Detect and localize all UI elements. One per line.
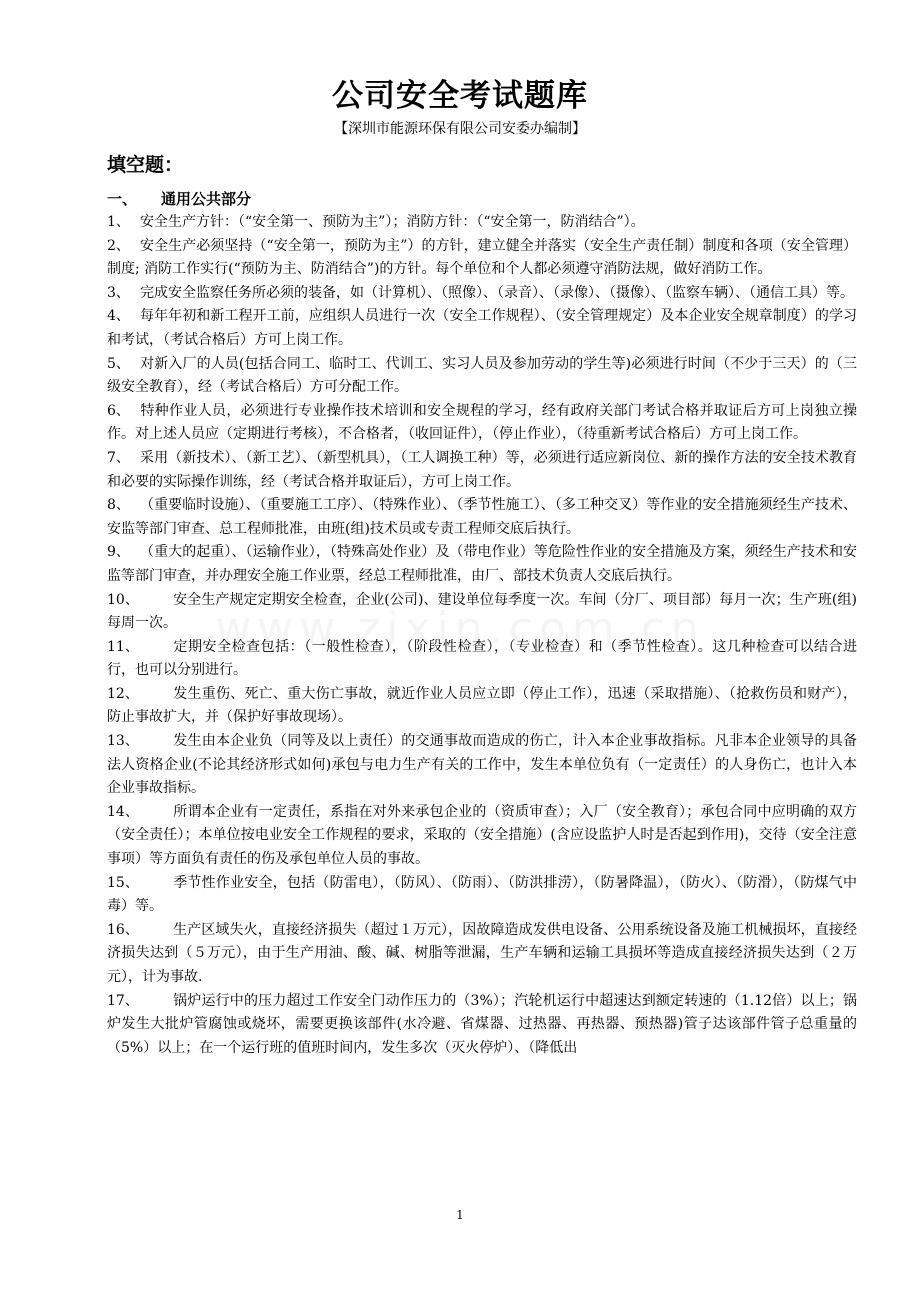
question-text: 对新入厂的人员(包括合同工、临时工、代训工、实习人员及参加劳动的学生等)必须进行时间（不少于三天）的（三级安全教育），经（考试合格后）方可分配工作。 [107, 355, 857, 396]
question-text: 发生重伤、死亡、重大伤亡事故，就近作业人员应立即（停止工作），迅速（采取措施）、（抢救伤员和财产），防止事故扩大，并（保护好事故现场）。 [107, 685, 857, 726]
question-text: 生产区域失火，直接经济损失（超过１万元），因故障造成发供电设备、公用系统设备及施工机械损坏，直接经济损失达到（５万元），由于生产用油、酸、碱、树脂等泄漏，生产车辆和运输工具损坏等造成直接经济损失达到（２万元），计为事故. [107, 921, 857, 985]
part-heading [107, 188, 251, 209]
question-item [107, 636, 857, 683]
question-number: 9、 [107, 544, 130, 561]
question-item [107, 447, 857, 494]
question-text: 完成安全监察任务所必须的装备，如（计算机）、（照像）、（录音）、（录像）、（摄像）、（监察车辆）、（通信工具）等。 [140, 284, 854, 301]
section-heading: 填空题： [107, 154, 184, 176]
question-text: 所谓本企业有一定责任，系指在对外来承包企业的（资质审查）；入厂（安全教育）；承包合同中应明确的双方（安全责任）；本单位按电业安全工作规程的要求，采取的（安全措施）(含应设监护人时是否起到作用)，交待（安全注意事项）等方面负有责任的伤及承包单位人员的事故。 [107, 803, 857, 868]
question-item [107, 305, 857, 352]
question-item [107, 235, 857, 282]
question-number: 6、 [107, 402, 130, 419]
part-label: 通用公共部分 [161, 190, 252, 208]
question-number: 15、 [107, 874, 139, 891]
question-number: 10、 [107, 591, 139, 608]
part-number: 一、 [107, 190, 138, 208]
question-item [107, 683, 857, 730]
question-item [107, 353, 857, 400]
question-number: 1、 [107, 214, 130, 230]
question-item [107, 801, 857, 872]
question-number: 14、 [107, 803, 139, 820]
question-item [107, 494, 857, 541]
question-number: 11、 [107, 638, 139, 655]
question-item [107, 541, 857, 588]
question-item [107, 282, 857, 306]
question-text: 特种作业人员，必须进行专业操作技术培训和安全规程的学习，经有政府关部门考试合格并取证后方可上岗独立操作。对上述人员应（定期进行考核），不合格者，（收回证件），（停止作业），（待重新考试合格后）方可上岗工作。 [107, 402, 857, 443]
document-subtitle: 【深圳市能源环保有限公司安委办编制】 [334, 121, 586, 137]
question-item [107, 589, 857, 636]
question-text: 锅炉运行中的压力超过工作安全门动作压力的（3%）；汽轮机运行中超速达到额定转速的（1.12倍）以上；锅炉发生大批炉管腐蚀或烧坏，需要更换该部件(水冷避、省煤器、过热器、再热器、预热器)管子达该部件管子总重量的（5%）以上；在一个运行班的值班时间内，发生多次（灭火停炉）、（降低出 [107, 992, 857, 1056]
question-item [107, 730, 857, 801]
question-list [107, 211, 857, 1060]
question-text: 季节性作业安全，包括（防雷电），（防风）、（防雨）、（防洪排涝），（防暑降温），（防火）、（防滑），（防煤气中毒）等。 [107, 874, 857, 915]
question-number: 12、 [107, 685, 139, 702]
question-item [107, 872, 857, 919]
question-text: （重大的起重）、（运输作业），（特殊高处作业）及（带电作业）等危险性作业的安全措施及方案，须经生产技术和安监等部门审查，并办理安全施工作业票，经总工程师批准，由厂、部技术负责人交底后执行。 [107, 544, 857, 584]
page-number: 1 [456, 1208, 464, 1222]
question-number: 17、 [107, 992, 139, 1009]
document-title: 公司安全考试题库 [332, 78, 588, 114]
question-item [107, 211, 857, 235]
question-text: （重要临时设施）、（重要施工工序）、（特殊作业）、（季节性施工）、（多工种交叉）等作业的安全措施须经生产技术、安监等部门审查、总工程师批准，由班(组)技术员或专责工程师交底后执行。 [107, 497, 857, 537]
question-number: 7、 [107, 449, 130, 466]
question-text: 安全生产必须坚持（“安全第一，预防为主”）的方针，建立健全并落实（安全生产责任制）制度和各项（安全管理）制度; 消防工作实行(“预防为主、防消结合”)的方针。每个单位和个人都必须遵守消防法规，做好消防工作。 [107, 237, 857, 278]
question-text: 定期安全检查包括：（一般性检查），（阶段性检查），（专业检查）和（季节性检查）。这几种检查可以结合进行，也可以分别进行。 [107, 638, 857, 679]
question-item [107, 919, 857, 990]
question-text: 发生由本企业负（同等及以上责任）的交通事故而造成的伤亡，计入本企业事故指标。凡非本企业领导的具备法人资格企业(不论其经济形式如何)承包与电力生产有关的工作中，发生本单位负有（一定责任）的人身伤亡，也计入本企业事故指标。 [107, 733, 857, 797]
question-number: 5、 [107, 355, 130, 372]
question-number: 4、 [107, 308, 130, 325]
question-item [107, 400, 857, 447]
question-number: 3、 [107, 284, 130, 301]
question-text: 安全生产方针：（“安全第一、预防为主”）；消防方针：（“安全第一，防消结合”）。 [140, 214, 645, 230]
question-number: 2、 [107, 237, 130, 254]
question-text: 每年年初和新工程开工前，应组织人员进行一次（安全工作规程）、（安全管理规定）及本企业安全规章制度）的学习和考试，（考试合格后）方可上岗工作。 [107, 308, 857, 348]
question-number: 13、 [107, 733, 139, 750]
question-number: 16、 [107, 921, 139, 938]
question-number: 8、 [107, 497, 130, 514]
question-text: 安全生产规定定期安全检查，企业(公司)、建设单位每季度一次。车间（分厂、项目部）每月一次；生产班(组)每周一次。 [107, 591, 857, 632]
question-item [107, 990, 857, 1061]
question-text: 采用（新技术）、（新工艺）、（新型机具），（工人调换工种）等，必须进行适应新岗位、新的操作方法的安全技术教育和必要的实际操作训练，经（考试合格并取证后），方可上岗工作。 [107, 449, 857, 490]
